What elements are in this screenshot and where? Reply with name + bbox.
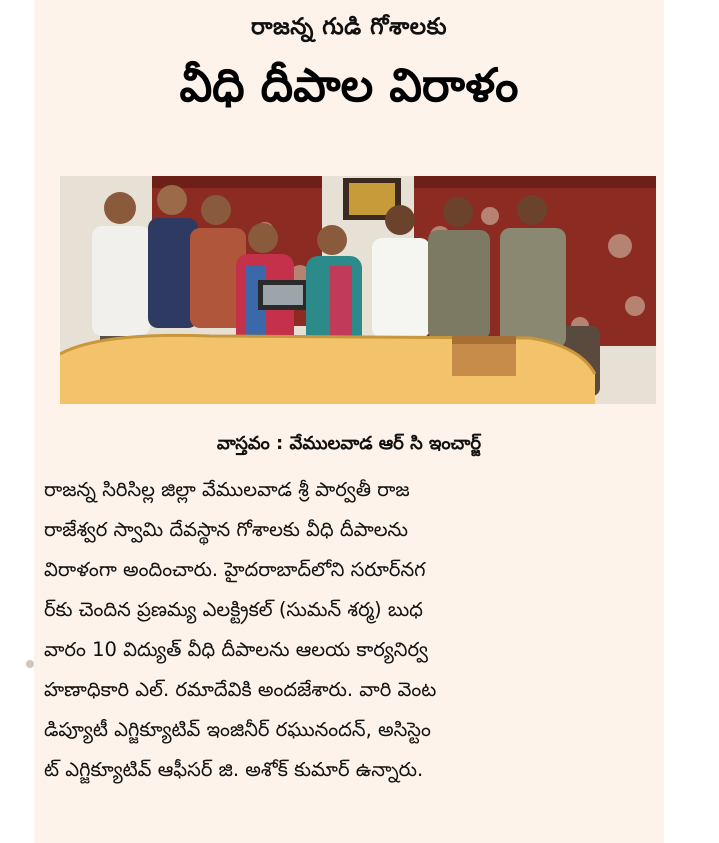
photo-scene (60, 176, 656, 404)
article-kicker: రాజన్న గుడి గోశాలకు (250, 14, 448, 40)
margin-mark (26, 660, 34, 668)
body-line: రాజన్న సిరిసిల్ల జిల్లా వేములవాడ శ్రీ పార్వతీ రాజ (44, 478, 410, 501)
body-line: ట్ ఎగ్జిక్యూటివ్ ఆఫీసర్ జి. అశోక్ కుమార్ ఉన్నారు. (44, 758, 424, 781)
article-headline: వీధి దీపాల విరాళం (179, 58, 519, 112)
newspaper-clipping (34, 0, 664, 843)
body-line: డిప్యూటీ ఎగ్జిక్యూటివ్ ఇంజినీర్ రఘునందన్, అసిస్టెం (44, 718, 431, 741)
body-line: ర్‌కు చెందిన ప్రణమ్య ఎలక్ట్రికల్ (సుమన్ శర్మ) బుధ (44, 598, 423, 621)
article-photo (60, 176, 656, 404)
body-line: వారం 10 విద్యుత్ వీధి దీపాలను ఆలయ కార్యనిర్వ (44, 638, 428, 661)
body-line: హణాధికారి ఎల్. రమాదేవికి అందజేశారు. వారి వెంట (44, 678, 437, 701)
body-line: విరాళంగా అందించారు. హైదరాబాద్‌లోని సరూర్‌నగ (44, 558, 426, 581)
photo-caption: వాస్తవం : వేములవాడ ఆర్ సి ఇంచార్జ్ (216, 433, 482, 454)
body-line: రాజేశ్వర స్వామి దేవస్థాన గోశాలకు వీధి దీపాలను (44, 518, 408, 541)
article-body (44, 470, 650, 790)
